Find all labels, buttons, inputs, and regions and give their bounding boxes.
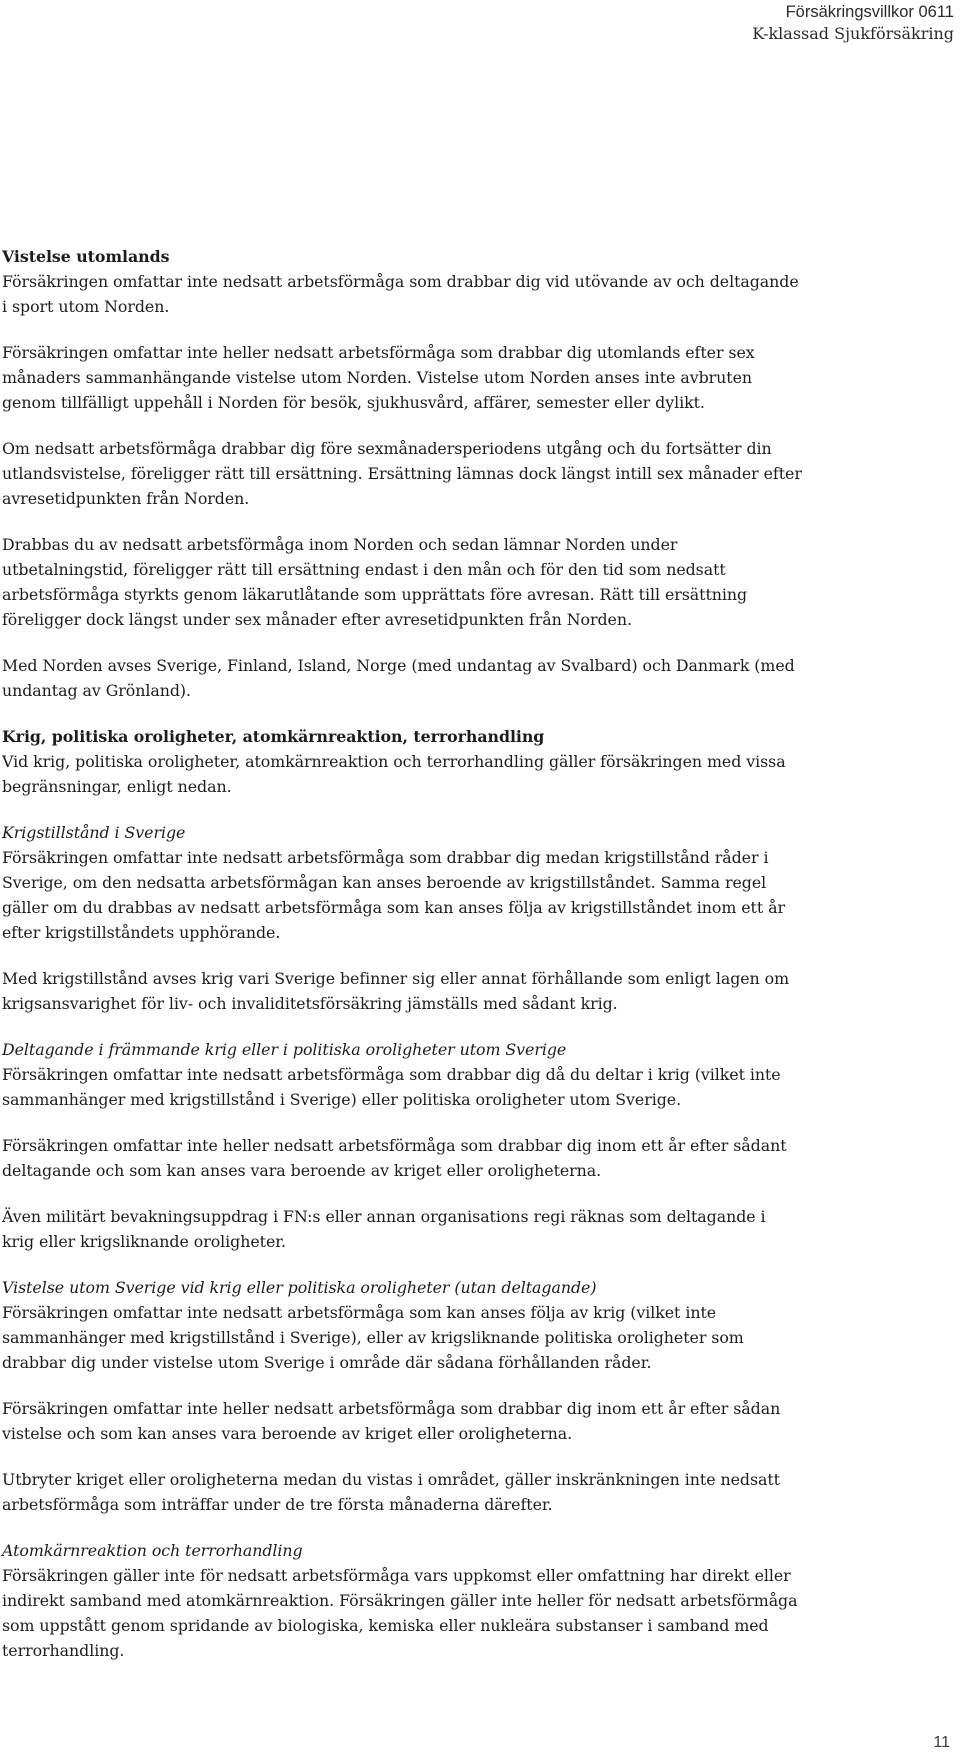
section-heading: Vistelse utomlands <box>2 247 170 266</box>
paragraph: Drabbas du av nedsatt arbetsförmåga inom Norden och sedan lämnar Norden under utbetalningstid, föreligger rätt till ersättning endast i den mån och för den tid som nedsatt arbetsförmåga styrkts genom läkarutlåtande som upprättats före avresan. Rätt till ersättning föreligger dock längst under sex månader efter avresetidpunkten från Norden. <box>2 535 748 629</box>
section-krig <box>2 724 802 799</box>
subsection-heading: Vistelse utom Sverige vid krig eller politiska oroligheter (utan deltagande) <box>2 1278 597 1297</box>
subsection-heading: Deltagande i främmande krig eller i politiska oroligheter utom Sverige <box>2 1040 567 1059</box>
paragraph: Försäkringen omfattar inte heller nedsatt arbetsförmåga som drabbar dig inom ett år efter sådan vistelse och som kan anses vara beroende av kriget eller oroligheterna. <box>2 1399 781 1443</box>
subsection-heading: Krigstillstånd i Sverige <box>2 823 186 842</box>
subsection-heading: Atomkärnreaktion och terrorhandling <box>2 1541 303 1560</box>
paragraph: Med Norden avses Sverige, Finland, Island, Norge (med undantag av Svalbard) och Danmark (med undantag av Grönland). <box>2 656 795 700</box>
paragraph: Vid krig, politiska oroligheter, atomkärnreaktion och terrorhandling gäller försäkringen med vissa begränsningar, enligt nedan. <box>2 752 786 796</box>
section-vistelse-utomlands <box>2 244 802 319</box>
document-body <box>2 244 802 1684</box>
paragraph: Med krigstillstånd avses krig vari Sverige befinner sig eller annat förhållande som enligt lagen om krigsansvarighet för liv- och invaliditetsförsäkring jämställs med sådant krig. <box>2 969 790 1013</box>
paragraph: Även militärt bevakningsuppdrag i FN:s eller annan organisations regi räknas som deltagande i krig eller krigsliknande oroligheter. <box>2 1207 766 1251</box>
paragraph: Försäkringen omfattar inte nedsatt arbetsförmåga som kan anses följa av krig (vilket inte sammanhänger med krigstillstånd i Sverige), eller av krigsliknande politiska oroligheter som drabbar dig under vistelse utom Sverige i område där sådana förhållanden råder. <box>2 1303 744 1372</box>
section-deltagande <box>2 1037 802 1112</box>
document-title: Försäkringsvillkor 0611 <box>785 3 954 21</box>
paragraph: Försäkringen omfattar inte heller nedsatt arbetsförmåga som drabbar dig utomlands efter sex månaders sammanhängande vistelse utom Norden. Vistelse utom Norden anses inte avbruten genom tillfälligt uppehåll i Norden för besök, sjukhusvård, affärer, semester eller dylikt. <box>2 343 755 412</box>
paragraph: Försäkringen omfattar inte nedsatt arbetsförmåga som drabbar dig vid utövande av och deltagande i sport utom Norden. <box>2 272 799 316</box>
paragraph: Försäkringen omfattar inte nedsatt arbetsförmåga som drabbar dig då du deltar i krig (vilket inte sammanhänger med krigstillstånd i Sverige) eller politiska oroligheter utom Sverige. <box>2 1065 781 1109</box>
paragraph: Utbryter kriget eller oroligheterna medan du vistas i området, gäller inskränkningen inte nedsatt arbetsförmåga som inträffar under de tre första månaderna därefter. <box>2 1470 780 1514</box>
section-atomkarnreaktion <box>2 1538 802 1663</box>
paragraph: Försäkringen omfattar inte nedsatt arbetsförmåga som drabbar dig medan krigstillstånd råder i Sverige, om den nedsatta arbetsförmågan kan anses beroende av krigstillståndet. Samma regel gäller om du drabbas av nedsatt arbetsförmåga som kan anses följa av krigstillståndet inom ett år efter krigstillståndets upphörande. <box>2 848 785 942</box>
paragraph: Försäkringen omfattar inte heller nedsatt arbetsförmåga som drabbar dig inom ett år efter sådant deltagande och som kan anses vara beroende av kriget eller oroligheterna. <box>2 1136 787 1180</box>
section-vistelse-utan-deltagande <box>2 1275 802 1375</box>
document-header <box>752 2 954 44</box>
document-subtitle: K-klassad Sjukförsäkring <box>752 24 954 43</box>
section-krigstillstand <box>2 820 802 945</box>
paragraph: Försäkringen gäller inte för nedsatt arbetsförmåga vars uppkomst eller omfattning har direkt eller indirekt samband med atomkärnreaktion. Försäkringen gäller inte heller för nedsatt arbetsförmåga som uppstått genom spridande av biologiska, kemiska eller nukleära substanser i samband med terrorhandling. <box>2 1566 798 1660</box>
section-heading: Krig, politiska oroligheter, atomkärnreaktion, terrorhandling <box>2 727 545 746</box>
paragraph: Om nedsatt arbetsförmåga drabbar dig före sexmånadersperiodens utgång och du fortsätter din utlandsvistelse, föreligger rätt till ersättning. Ersättning lämnas dock längst intill sex månader efter avresetidpunkten från Norden. <box>2 439 802 508</box>
page-number: 11 <box>933 1734 950 1751</box>
